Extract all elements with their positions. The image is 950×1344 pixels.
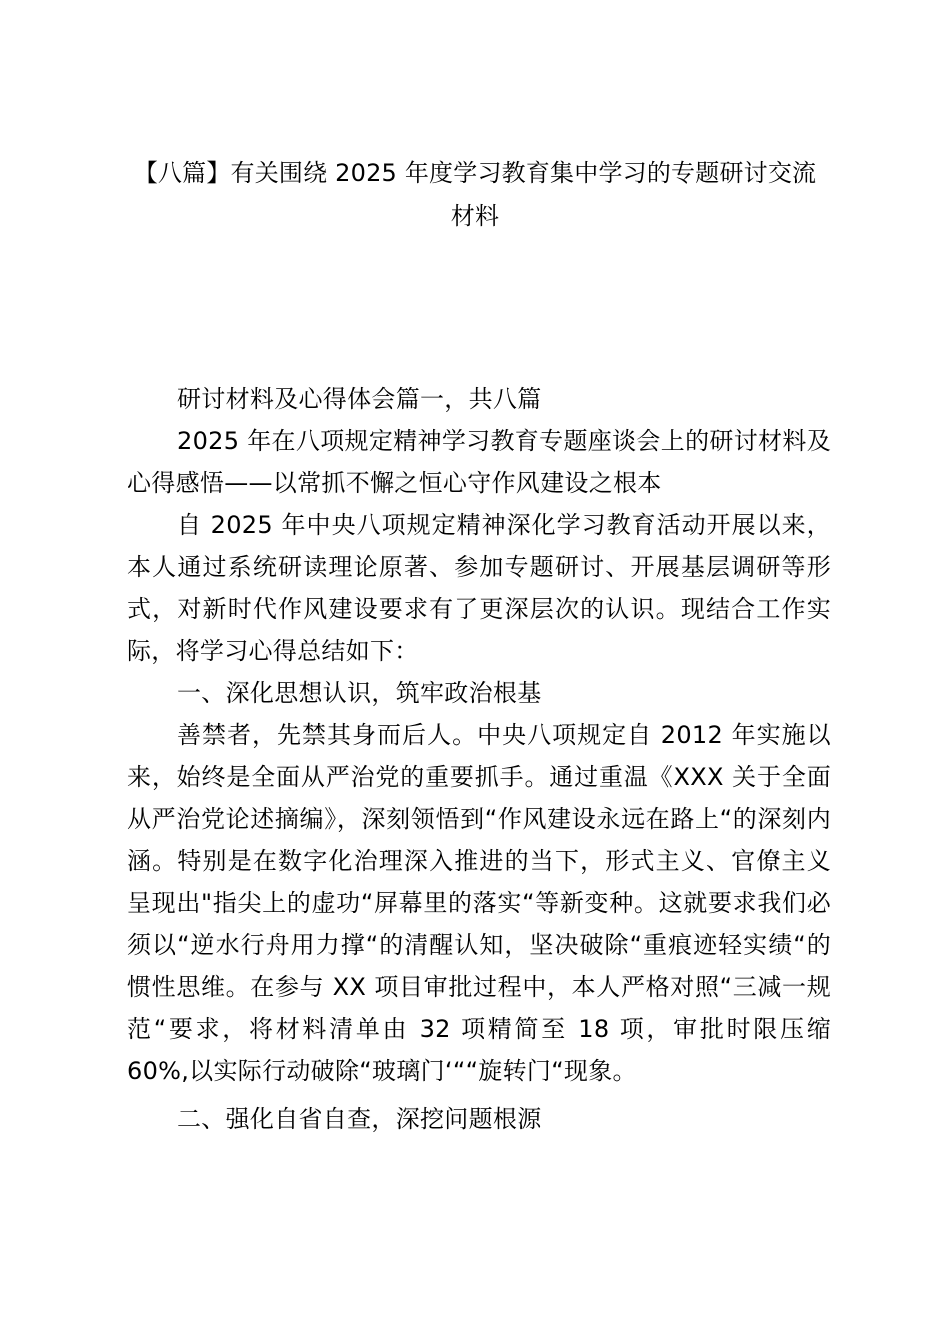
section-heading-2: 二、强化自省自查，深挖问题根源 [177,1105,542,1133]
title-line-2: 材料 [450,202,500,230]
document-title [110,152,840,238]
section-heading-1: 一、深化思想认识，筑牢政治根基 [177,679,542,707]
subtitle-paragraph: 2025 年在八项规定精神学习教育专题座谈会上的研讨材料及心得感悟——以常抓不懈之恒心守作风建设之根本 [127,427,831,497]
intro-line: 研讨材料及心得体会篇一，共八篇 [177,385,542,413]
section-1-paragraph: 善禁者，先禁其身而后人。中央八项规定自 2012 年实施以来，始终是全面从严治党的重要抓手。通过重温《XXX 关于全面从严治党论述摘编》，深刻领悟到“作风建设永远在路上“的深刻内涵。特别是在数字化治理深入推进的当下，形式主义、官僚主义呈现出"指尖上的虚功“屏幕里的落实“等新变种。这就要求我们必须以“逆水行舟用力撑“的清醒认知，坚决破除“重痕迹轻实绩“的惯性思维。在参与 XX 项目审批过程中，本人严格对照“三减一规范“要求，将材料清单由 32 项精简至 18 项，审批时限压缩 60%,以实际行动破除“玻璃门‘““旋转门“现象。 [127,721,831,1085]
document-body [127,378,831,1140]
title-line-1: 【八篇】有关围绕 2025 年度学习教育集中学习的专题研讨交流 [133,159,817,187]
opening-paragraph: 自 2025 年中央八项规定精神深化学习教育活动开展以来，本人通过系统研读理论原著、参加专题研讨、开展基层调研等形式，对新时代作风建设要求有了更深层次的认识。现结合工作实际，将学习心得总结如下： [127,511,831,665]
